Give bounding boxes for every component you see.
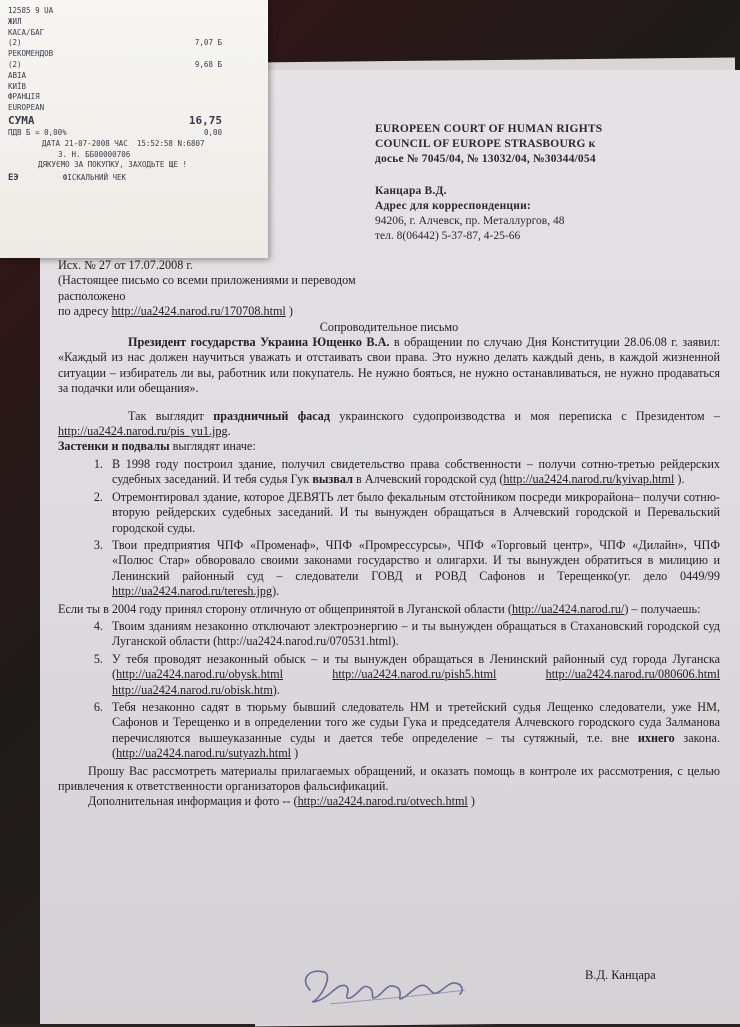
receipt-line xyxy=(8,28,262,39)
receipt-sum-value: 16,75 xyxy=(188,113,222,127)
list-item xyxy=(106,652,720,698)
addressee-block xyxy=(375,122,705,244)
letter-body xyxy=(58,258,720,810)
receipt-lines xyxy=(8,6,262,114)
receipt-fiscal-label: ФІСКАЛЬНИЙ ЧЕК xyxy=(62,173,127,183)
item-end: ). xyxy=(674,472,685,487)
receipt-pdv-row xyxy=(8,128,262,139)
item-text: Отремонтировал здание, которое ДЕВЯТЬ лет было фекальным отстойником посреди микрорайона– получи сотню-вторую рейдерских судебных заседаний. И ты вынужден обращаться в Алчевский городской и Перевальский городской суды. xyxy=(112,489,720,535)
second-list xyxy=(58,619,720,762)
lugansk-pre: Если ты в 2004 году принял сторону отличную от общепринятой в Луганской области ( xyxy=(58,601,512,616)
reference-suffix: ) xyxy=(285,304,293,319)
receipt-date: ДАТА 21-07-2008 ЧАС 15:52:58 N:6807 xyxy=(42,138,205,148)
handwritten-signature xyxy=(290,960,490,1015)
item-link[interactable]: http://ua2424.narod.ru/teresh.jpg xyxy=(112,584,273,599)
sender-phone: тел. 8(06442) 5-37-87, 4-25-66 xyxy=(375,230,521,242)
receipt-thanks: ДЯКУЄМО ЗА ПОКУПКУ, ЗАХОДЬТЕ ЩЕ ! xyxy=(38,160,188,170)
receipt-zn: З. Н. ББ00000706 xyxy=(58,149,131,159)
sender-address: 94206, г. Алчевск, пр. Металлургов, 48 xyxy=(375,215,565,227)
first-list xyxy=(58,457,720,600)
receipt-line xyxy=(8,6,262,17)
dossier-numbers: досье № 7045/04, № 13032/04, №30344/054 xyxy=(375,153,596,165)
list-item xyxy=(106,490,720,536)
receipt-line xyxy=(8,38,262,49)
receipt-line xyxy=(8,60,262,71)
reference-link[interactable]: http://ua2424.narod.ru/170708.html xyxy=(111,304,286,319)
receipt-sum-label: СУМА xyxy=(8,113,35,127)
facade-mid: украинского судопроизводства и моя переписка с Президентом – xyxy=(330,408,721,423)
receipt-line-label: EUROPEAN xyxy=(8,103,45,113)
more-link[interactable]: http://ua2424.narod.ru/otvech.html xyxy=(297,794,468,809)
list-item xyxy=(106,538,720,600)
item-end: ) xyxy=(291,746,299,761)
sender-name: Канцара В.Д. xyxy=(375,185,447,197)
item-bold: вызвал xyxy=(312,472,353,487)
dungeons-paragraph xyxy=(58,439,720,454)
reference-number: Исх. № 27 от 17.07.2008 г. xyxy=(58,258,194,272)
receipt-line xyxy=(8,92,262,103)
more-post: ) xyxy=(467,794,475,809)
item-text: Тебя незаконно садят в тюрьму бывший следователь НМ и третейский судья Лещенко следователи, уже НМ, Сафонов и Терещенко и в определении того же судьи Гука и председателя Алчевского городского суда Залманова перечисляются вышеуказанные суды и дается тебе определение – ты сутяжный, т.е. вне xyxy=(112,699,720,745)
facade-link[interactable]: http://ua2424.narod.ru/pis_yu1.jpg xyxy=(58,424,228,439)
receipt-pdv-label: ПДВ Б = 0,00% xyxy=(8,127,67,137)
letter-title: Сопроводительное письмо xyxy=(319,319,459,334)
item-link[interactable]: http://ua2424.narod.ru/pish5.html xyxy=(332,667,497,682)
receipt-line-label: ФРАНЦІЯ xyxy=(8,92,40,102)
intro-paragraph xyxy=(58,335,720,397)
receipt-line xyxy=(8,71,262,82)
item-link[interactable]: http://ua2424.narod.ru/obisk.htm xyxy=(112,682,273,697)
court-council: COUNCIL OF EUROPE STRASBOURG к xyxy=(375,138,596,150)
dungeons-text: выглядят иначе: xyxy=(169,439,256,454)
receipt-line-label: 12585 9 UA xyxy=(8,6,54,15)
request-paragraph: Прошу Вас рассмотреть материалы прилагаемых обращений, и оказать помощь в контроле их рассмотрения, с целью привлечения к ответственности организаторов фальсификаций. xyxy=(58,763,720,793)
item-post: закона. ( xyxy=(112,730,720,761)
item-bold: ихнего xyxy=(637,730,675,745)
receipt-line xyxy=(8,49,262,60)
receipt-line-value: 7,07 Б xyxy=(194,38,222,48)
item-text: Твои предприятия ЧПФ «Променаф», ЧПФ «Промрессурсы», ЧПФ «Торговый центр», ЧПФ «Дилайн», ЧПФ «Полюс Стар» обворовало своими законами государство и олигархи. И ты вынужден обратиться в милицию и Ленинский районный суд – следователи ГОВД и РОВД Сафонов и Терещенко(уг. дело 0449/99 xyxy=(112,537,720,583)
court-name: EUROPEEN COURT OF HUMAN RIGHTS xyxy=(375,123,603,135)
fiscal-mark-icon: ЕЭ xyxy=(8,173,19,184)
item-text: В 1998 году построил здание, получил свидетельство права собственности – получи сотню-третью рейдерских судебных заседаний. И тебя судья Гук xyxy=(112,456,720,487)
receipt-line xyxy=(8,17,262,28)
receipt-pdv-value: 0,00 xyxy=(203,127,222,137)
dungeons-bold: Застенки и подвалы xyxy=(58,439,170,454)
receipt-line-label: РЕКОМЕНДОВ xyxy=(8,49,54,59)
item-link[interactable]: http://ua2424.narod.ru/kyivap.html xyxy=(503,472,675,487)
reference-link-line xyxy=(58,304,388,319)
receipt-line xyxy=(8,82,262,93)
receipt-line-label: АВІА xyxy=(8,70,27,80)
item-text: У тебя проводят незаконный обыск – и ты вынужден обращаться в Ленинский районный суд города Луганска ( xyxy=(112,651,720,682)
list-item xyxy=(106,700,720,762)
item-text: Твоим зданиям незаконно отключают электроэнергию – и ты вынужден обращаться в Стахановский городской суд Луганской области (http://ua2424.narod.ru/070531.html). xyxy=(112,618,720,649)
list-item xyxy=(106,619,720,650)
receipt-line xyxy=(8,103,262,114)
list-item xyxy=(106,457,720,488)
item-link[interactable]: http://ua2424.narod.ru/sutyazh.html xyxy=(116,746,292,761)
more-info-line xyxy=(58,794,720,809)
intro-bold: Президент государства Украина Ющенко В.А. xyxy=(128,335,390,350)
lugansk-post: ) – получаешь: xyxy=(624,601,701,616)
receipt-line-label: КАСА/БАГ xyxy=(8,27,45,37)
item-end: ). xyxy=(272,682,280,697)
reference-prefix: по адресу xyxy=(58,304,112,319)
facade-paragraph xyxy=(58,409,720,440)
signer-name: В.Д. Канцара xyxy=(585,968,656,982)
outgoing-reference xyxy=(58,258,388,320)
receipt-fiscal-row xyxy=(8,173,262,184)
item-post: в Алчевский городской суд ( xyxy=(352,472,504,487)
receipt-line-label: (2) xyxy=(8,59,22,69)
more-pre: Дополнительная информация и фото -- ( xyxy=(88,794,298,809)
receipt-line-label: ЖИЛ xyxy=(8,16,22,26)
fiscal-receipt xyxy=(0,0,268,258)
facade-bold: праздничный фасад xyxy=(213,408,331,423)
facade-post: . xyxy=(227,424,231,439)
facade-pre: Так выглядит xyxy=(128,408,214,423)
receipt-line-value: 9,68 Б xyxy=(194,59,222,69)
item-link[interactable]: http://ua2424.narod.ru/obysk.html xyxy=(116,667,283,682)
item-end: ). xyxy=(272,584,280,599)
receipt-line-label: (2) xyxy=(8,38,22,48)
lugansk-link[interactable]: http://ua2424.narod.ru/ xyxy=(511,601,625,616)
reference-note: (Настоящее письмо со всеми приложениями и переводом расположено xyxy=(58,273,356,303)
receipt-line-label: КИЇВ xyxy=(8,81,27,91)
receipt-sum-row xyxy=(8,114,262,128)
intro-text: в обращении по случаю Дня Конституции 28.06.08 г. заявил: «Каждый из нас должен научиться уважать и отстаивать свои права. Это нужно делать каждый день, в каждой жизненной ситуации – избиратель ли вы, работник или покупатель. Не нужно бояться, не нужно останавливаться, не нужно продаваться за подачки или обещания». xyxy=(58,335,720,396)
lugansk-paragraph xyxy=(58,602,720,617)
address-label: Адрес для корреспонденции: xyxy=(375,200,531,212)
item-link[interactable]: http://ua2424.narod.ru/080606.html xyxy=(545,667,721,682)
